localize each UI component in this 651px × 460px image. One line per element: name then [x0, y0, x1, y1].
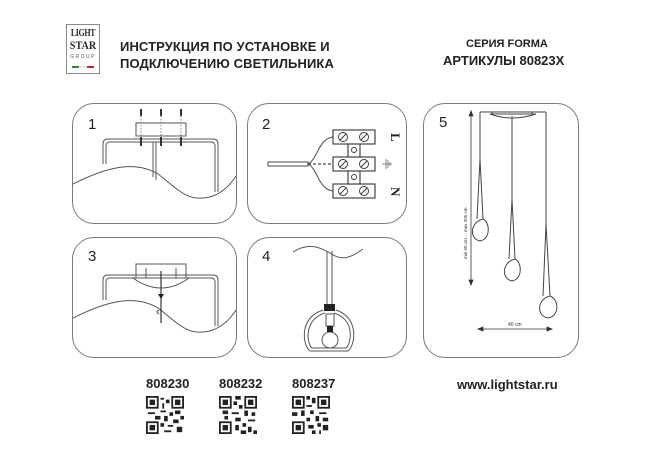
ceiling-bracket-illustration — [73, 104, 237, 224]
website-link[interactable]: www.lightstar.ru — [457, 377, 558, 392]
article-code-3 — [292, 376, 335, 391]
logo-line-3: GROUP — [70, 54, 96, 60]
wiring-terminal-illustration — [248, 104, 407, 224]
qr-code-808237[interactable] — [292, 396, 330, 434]
title-line-1: ИНСТРУКЦИЯ ПО УСТАНОВКЕ И — [120, 39, 330, 54]
qr-code-808232[interactable] — [219, 396, 257, 434]
document-title — [120, 38, 334, 72]
bulb-install-illustration — [248, 238, 407, 358]
step-number: 5 — [439, 114, 448, 131]
article-code-2 — [219, 376, 262, 391]
lightstar-logo — [66, 24, 100, 74]
logo-line-1: LIGHT — [70, 28, 96, 39]
articles-label: АРТИКУЛЫ 80823X — [443, 53, 565, 68]
terminal-label-live: L — [388, 133, 403, 142]
title-line-2: ПОДКЛЮЧЕНИЮ СВЕТИЛЬНИКА — [120, 56, 334, 71]
terminal-label-neutral: N — [388, 187, 403, 197]
step-3-panel — [72, 237, 237, 358]
height-range-label: min 60 cm ... max 205 cm — [463, 207, 468, 259]
article-number: 808230 — [146, 376, 190, 391]
canopy-attach-illustration — [73, 238, 237, 358]
step-4-panel — [247, 237, 407, 358]
ground-icon — [382, 159, 392, 169]
width-label: 40 cm — [508, 322, 522, 328]
step-5-panel — [423, 103, 579, 358]
article-number: 808232 — [219, 376, 263, 391]
step-1-panel — [72, 103, 237, 224]
step-number: 3 — [88, 248, 97, 265]
step-number: 2 — [262, 116, 271, 133]
article-number: 808237 — [292, 376, 336, 391]
step-number: 4 — [262, 248, 271, 265]
logo-line-2: STAR — [69, 38, 97, 52]
article-code-1 — [146, 376, 189, 391]
dimensions-illustration — [424, 104, 579, 358]
step-2-panel — [247, 103, 407, 224]
qr-code-808230[interactable] — [146, 396, 184, 434]
series-label: СЕРИЯ FORMA — [466, 38, 548, 50]
step-number: 1 — [88, 116, 97, 133]
italian-flag-stripe — [72, 66, 94, 68]
